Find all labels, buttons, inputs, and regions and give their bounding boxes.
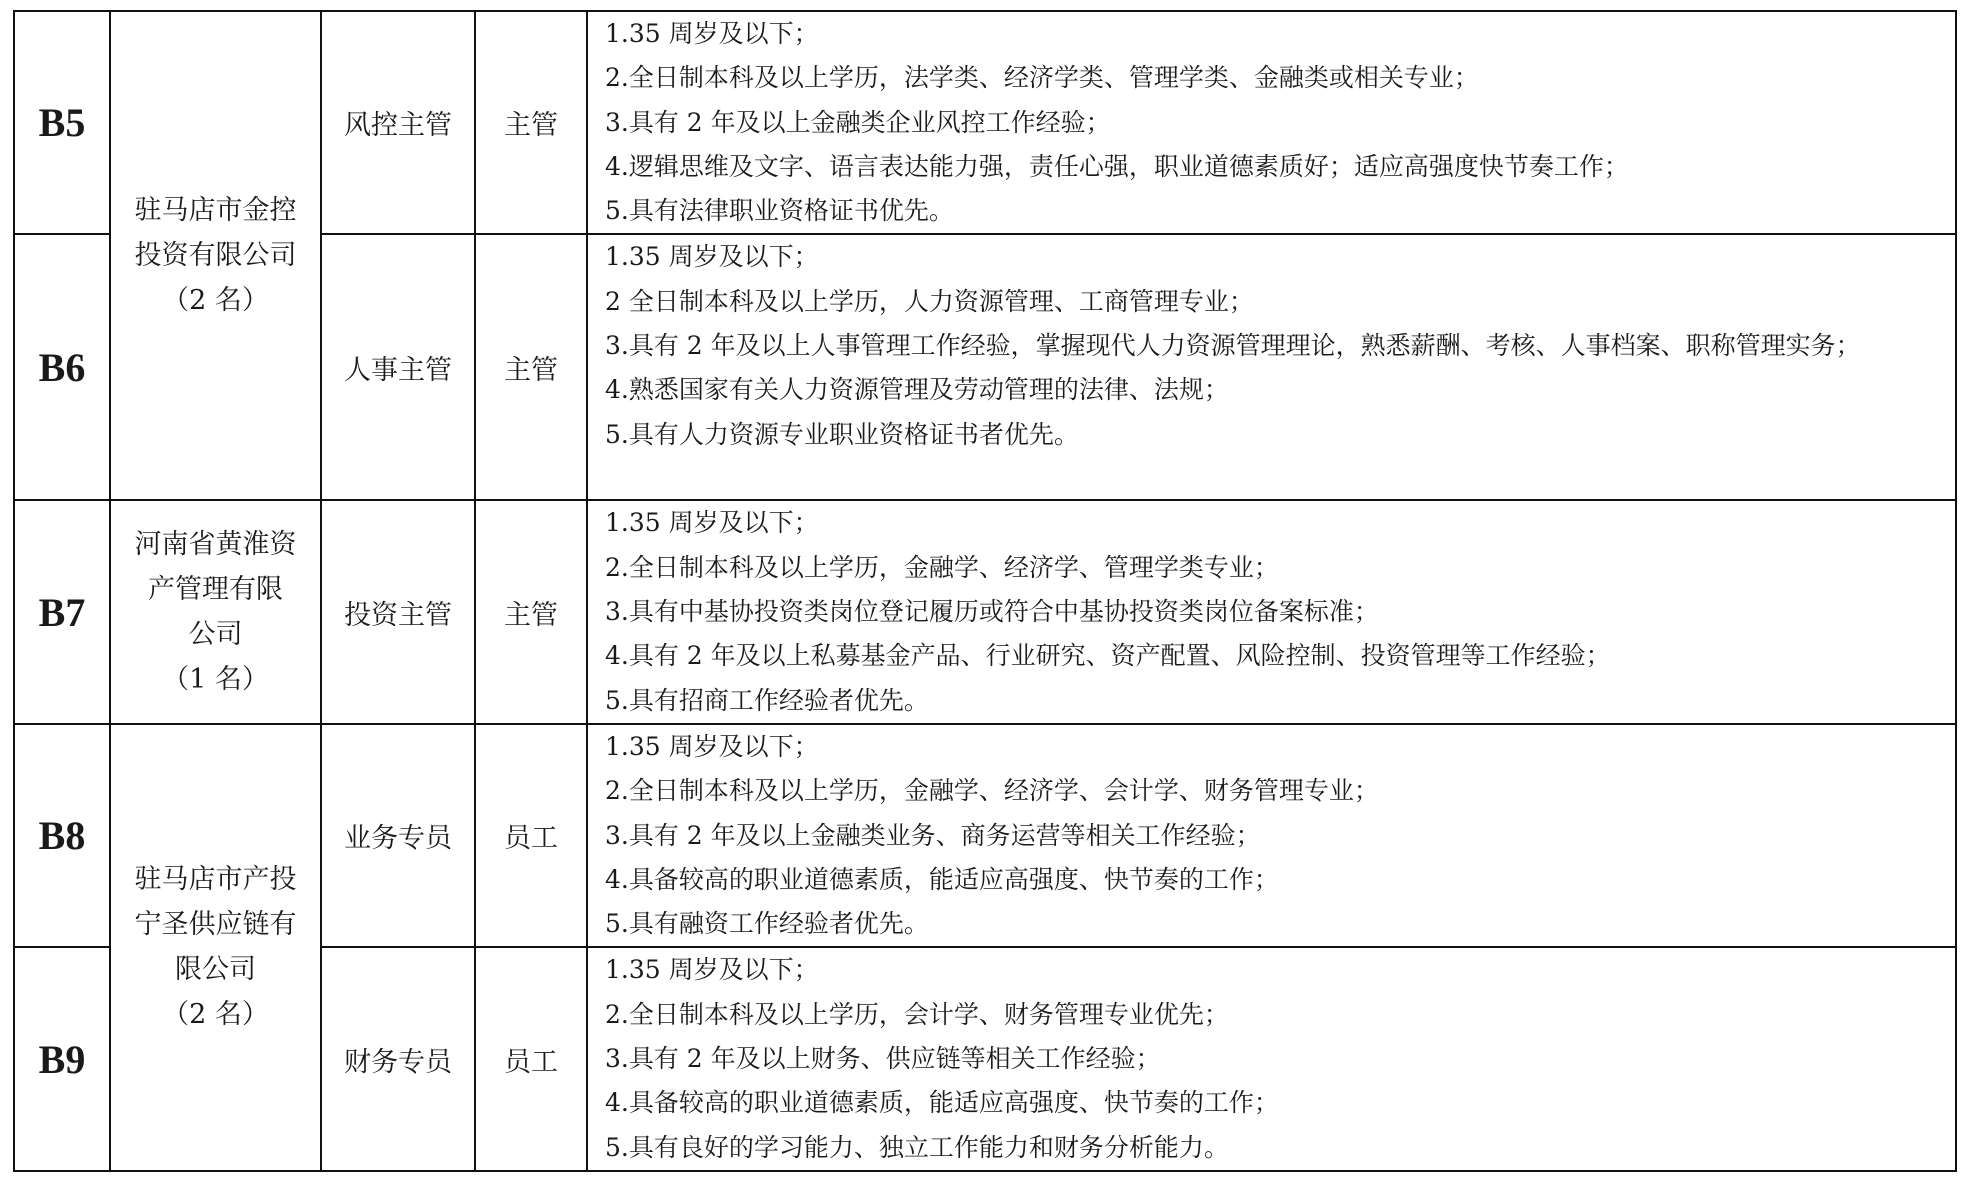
requirement-item: 5.具有法律职业资格证书优先。 <box>605 196 954 226</box>
requirement-item: 1.35 周岁及以下； <box>605 19 819 48</box>
position-code: B5 <box>14 11 110 234</box>
table-row <box>14 724 1956 947</box>
company-quota: （2 名） <box>162 999 269 1031</box>
requirement-item: 2.全日制本科及以上学历，金融学、经济学、管理学类专业； <box>605 552 1279 582</box>
requirement-item: 5.具有招商工作经验者优先。 <box>605 685 929 715</box>
requirement-item: 4.熟悉国家有关人力资源管理及劳动管理的法律、法规； <box>605 375 1229 405</box>
position-title: 人事主管 <box>321 234 475 500</box>
requirement-item: 3.具有 2 年及以上人事管理工作经验，掌握现代人力资源管理理论，熟悉薪酬、考核、人事档案、职称管理实务； <box>605 331 1861 361</box>
requirements-cell <box>587 234 1956 500</box>
requirements-cell <box>587 947 1956 1170</box>
position-level: 主管 <box>475 234 587 500</box>
requirements-cell <box>587 11 1956 234</box>
requirements-cell <box>587 500 1956 723</box>
company-cell <box>110 724 321 1171</box>
requirement-item: 1.35 周岁及以下； <box>605 731 819 761</box>
table-row <box>14 11 1956 234</box>
position-title: 风控主管 <box>321 11 475 234</box>
company-name-line: 公司 <box>188 619 243 651</box>
requirement-item: 4.具备较高的职业道德素质，能适应高强度、快节奏的工作； <box>605 1088 1279 1118</box>
requirement-item: 5.具有人力资源专业职业资格证书者优先。 <box>605 419 1079 449</box>
position-title: 投资主管 <box>321 500 475 723</box>
company-name-line: 投资有限公司 <box>134 240 297 272</box>
position-title: 业务专员 <box>321 724 475 947</box>
requirement-item: 2.全日制本科及以上学历，会计学、财务管理专业优先； <box>605 999 1229 1029</box>
position-level: 主管 <box>475 11 587 234</box>
company-name-line: 宁圣供应链有 <box>134 909 297 941</box>
requirement-item: 4.逻辑思维及文字、语言表达能力强，责任心强，职业道德素质好；适应高强度快节奏工作； <box>605 151 1629 181</box>
requirement-item: 2 全日制本科及以上学历，人力资源管理、工商管理专业； <box>605 286 1254 316</box>
company-name-line: 产管理有限 <box>148 574 283 606</box>
requirement-item: 3.具有 2 年及以上金融类业务、商务运营等相关工作经验； <box>605 820 1261 850</box>
company-quota: （2 名） <box>162 285 269 317</box>
requirement-item: 1.35 周岁及以下； <box>605 242 819 272</box>
requirement-item: 5.具有融资工作经验者优先。 <box>605 909 929 939</box>
job-requirements-table <box>13 10 1957 1172</box>
requirement-item: 4.具有 2 年及以上私募基金产品、行业研究、资产配置、风险控制、投资管理等工作经验； <box>605 641 1611 671</box>
requirements-cell <box>587 724 1956 947</box>
company-cell <box>110 11 321 500</box>
requirement-item: 4.具备较高的职业道德素质，能适应高强度、快节奏的工作； <box>605 864 1279 894</box>
company-name-line: 驻马店市金控 <box>134 195 297 227</box>
position-code: B6 <box>14 234 110 500</box>
company-cell <box>110 500 321 723</box>
company-name-line: 驻马店市产投 <box>134 864 297 896</box>
requirement-item: 2.全日制本科及以上学历，法学类、经济学类、管理学类、金融类或相关专业； <box>605 63 1479 93</box>
requirement-item: 3.具有 2 年及以上金融类企业风控工作经验； <box>605 107 1111 137</box>
table-row <box>14 500 1956 723</box>
position-code: B8 <box>14 724 110 947</box>
position-level: 员工 <box>475 724 587 947</box>
company-name-line: 限公司 <box>175 954 256 986</box>
requirement-item: 5.具有良好的学习能力、独立工作能力和财务分析能力。 <box>605 1132 1229 1162</box>
position-level: 主管 <box>475 500 587 723</box>
requirement-item: 3.具有 2 年及以上财务、供应链等相关工作经验； <box>605 1044 1161 1074</box>
position-code: B9 <box>14 947 110 1170</box>
position-level: 员工 <box>475 947 587 1170</box>
position-code: B7 <box>14 500 110 723</box>
company-quota: （1 名） <box>162 664 269 696</box>
requirement-item: 1.35 周岁及以下； <box>605 508 819 538</box>
requirement-item: 2.全日制本科及以上学历，金融学、经济学、会计学、财务管理专业； <box>605 776 1379 806</box>
position-title: 财务专员 <box>321 947 475 1170</box>
requirement-item: 1.35 周岁及以下； <box>605 955 819 985</box>
company-name-line: 河南省黄淮资 <box>134 529 297 561</box>
requirement-item: 3.具有中基协投资类岗位登记履历或符合中基协投资类岗位备案标准； <box>605 597 1379 627</box>
